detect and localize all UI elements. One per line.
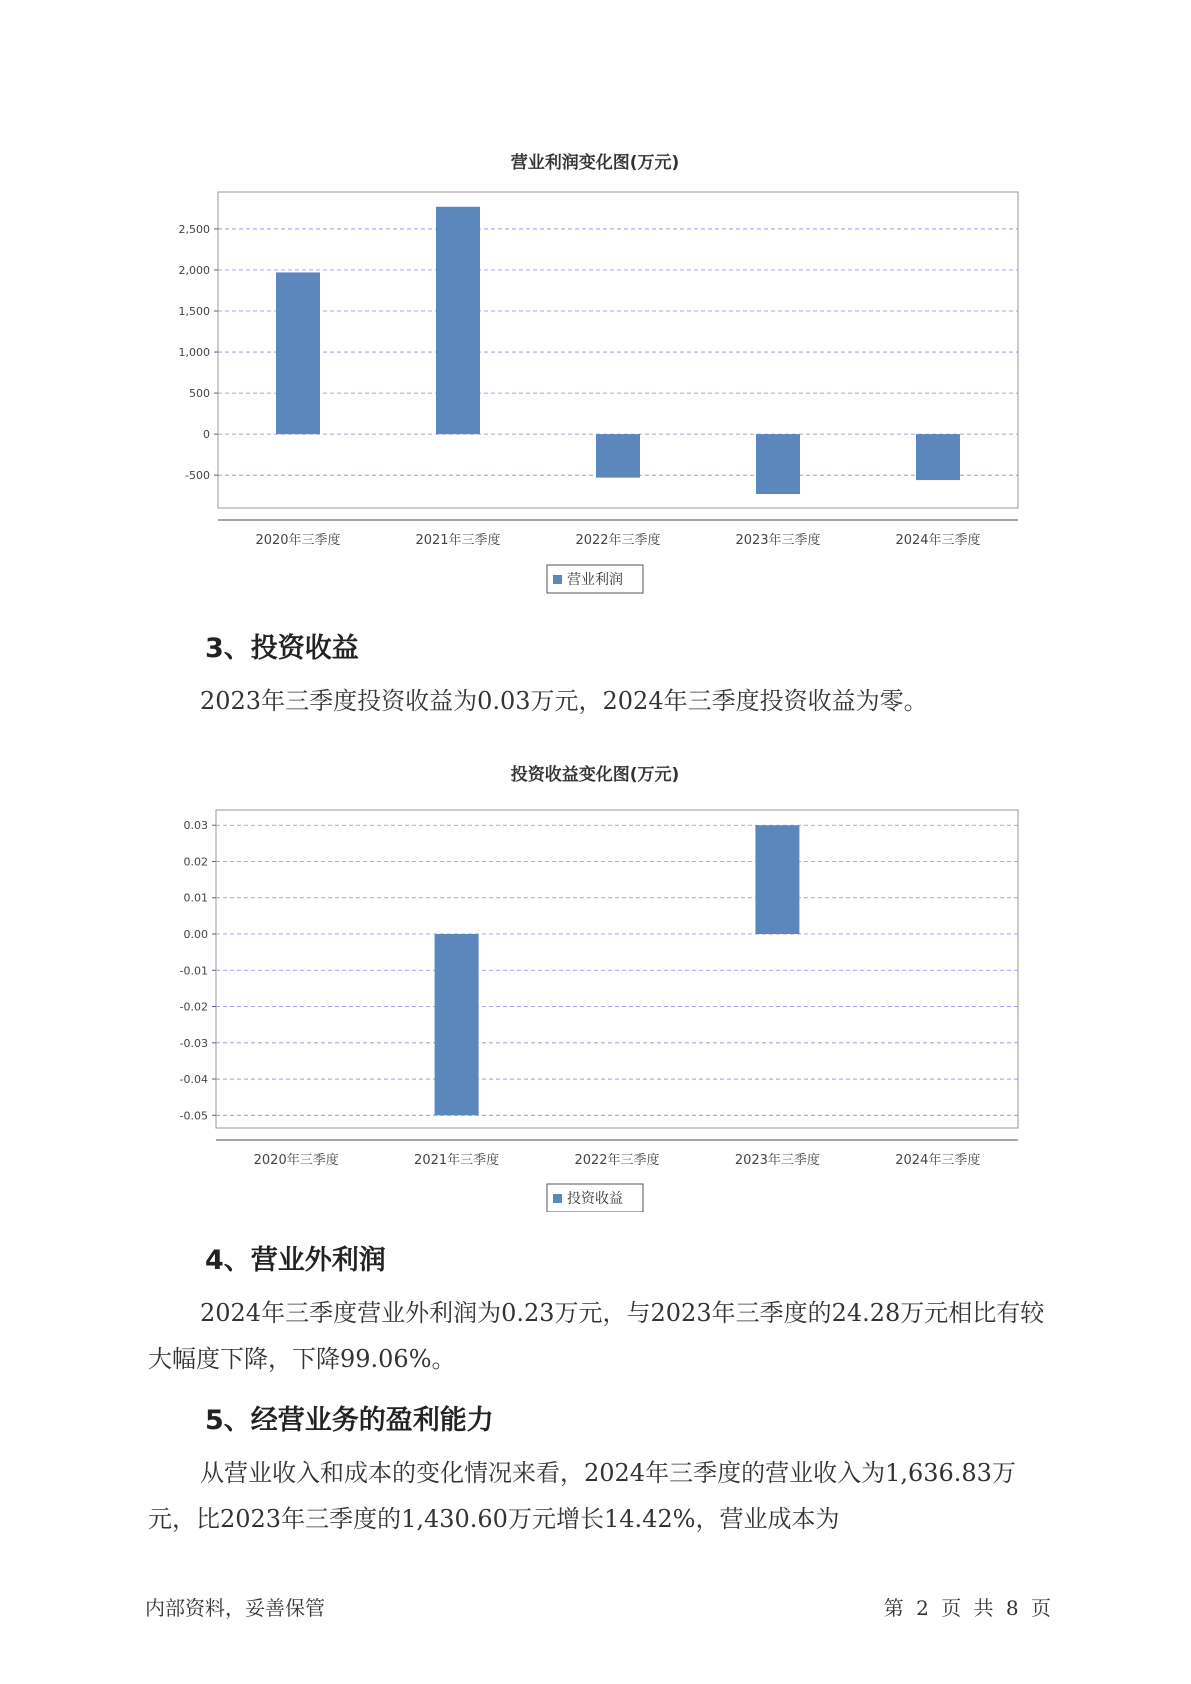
y-tick-label: -0.02 (179, 1000, 208, 1014)
x-tick-label: 2022年三季度 (575, 533, 661, 548)
footer-page-number: 第 2 页 共 8 页 (883, 1596, 1051, 1620)
x-tick-label: 2023年三季度 (735, 533, 821, 548)
operating-profit-chart (0, 140, 1191, 600)
y-tick-label: 2,000 (178, 263, 210, 277)
bar (756, 434, 800, 494)
footer-confidential-note: 内部资料，妥善保管 (145, 1596, 325, 1620)
investment-income-chart-svg (0, 752, 1191, 1212)
chart-title: 营业利润变化图(万元) (510, 153, 680, 173)
x-tick-label: 2020年三季度 (253, 1153, 339, 1168)
y-tick-label: 0.01 (183, 891, 208, 905)
y-tick-label: 0 (203, 428, 210, 442)
operating-profit-chart-svg (0, 140, 1191, 600)
y-tick-label: -0.05 (179, 1109, 208, 1123)
bar (916, 434, 960, 480)
y-tick-label: 1,000 (178, 346, 210, 360)
bar (276, 272, 320, 434)
bar (436, 207, 480, 434)
legend-label: 投资收益 (567, 1191, 623, 1207)
x-tick-label: 2021年三季度 (415, 533, 501, 548)
bar (755, 825, 799, 934)
legend-swatch (553, 1194, 562, 1203)
x-tick-label: 2021年三季度 (414, 1153, 500, 1168)
legend-swatch (553, 575, 562, 584)
bar (435, 934, 479, 1115)
y-tick-label: 1,500 (178, 305, 210, 319)
y-tick-label: 500 (189, 387, 210, 401)
y-tick-label: -0.03 (179, 1036, 208, 1050)
y-tick-label: 0.00 (183, 928, 208, 942)
y-tick-label: -500 (185, 469, 210, 483)
paragraph-non-operating-profit: 2024年三季度营业外利润为0.23万元，与2023年三季度的24.28万元相比有较大幅度下降，下降99.06%。 (148, 1299, 1045, 1373)
x-tick-label: 2020年三季度 (255, 533, 341, 548)
section-heading-investment-income: 3、投资收益 (205, 633, 359, 664)
chart-title: 投资收益变化图(万元) (510, 765, 680, 785)
legend-label: 营业利润 (567, 572, 623, 588)
plot-area (216, 810, 1018, 1128)
y-tick-label: 0.03 (183, 819, 208, 833)
investment-income-chart (0, 752, 1191, 1212)
paragraph-investment-income: 2023年三季度投资收益为0.03万元，2024年三季度投资收益为零。 (200, 687, 928, 715)
paragraph-profitability: 从营业收入和成本的变化情况来看，2024年三季度的营业收入为1,636.83万元，比2023年三季度的1,430.60万元增长14.42%，营业成本为 (148, 1459, 1016, 1533)
y-tick-label: -0.04 (179, 1073, 208, 1087)
x-tick-label: 2024年三季度 (895, 533, 981, 548)
x-tick-label: 2023年三季度 (734, 1153, 820, 1168)
bar (596, 434, 640, 478)
y-tick-label: 2,500 (178, 222, 210, 236)
x-tick-label: 2024年三季度 (895, 1153, 981, 1168)
y-tick-label: 0.02 (183, 855, 208, 869)
section-heading-profitability: 5、经营业务的盈利能力 (205, 1405, 494, 1436)
y-tick-label: -0.01 (179, 964, 208, 978)
section-heading-non-operating-profit: 4、营业外利润 (205, 1245, 386, 1276)
x-tick-label: 2022年三季度 (574, 1153, 660, 1168)
